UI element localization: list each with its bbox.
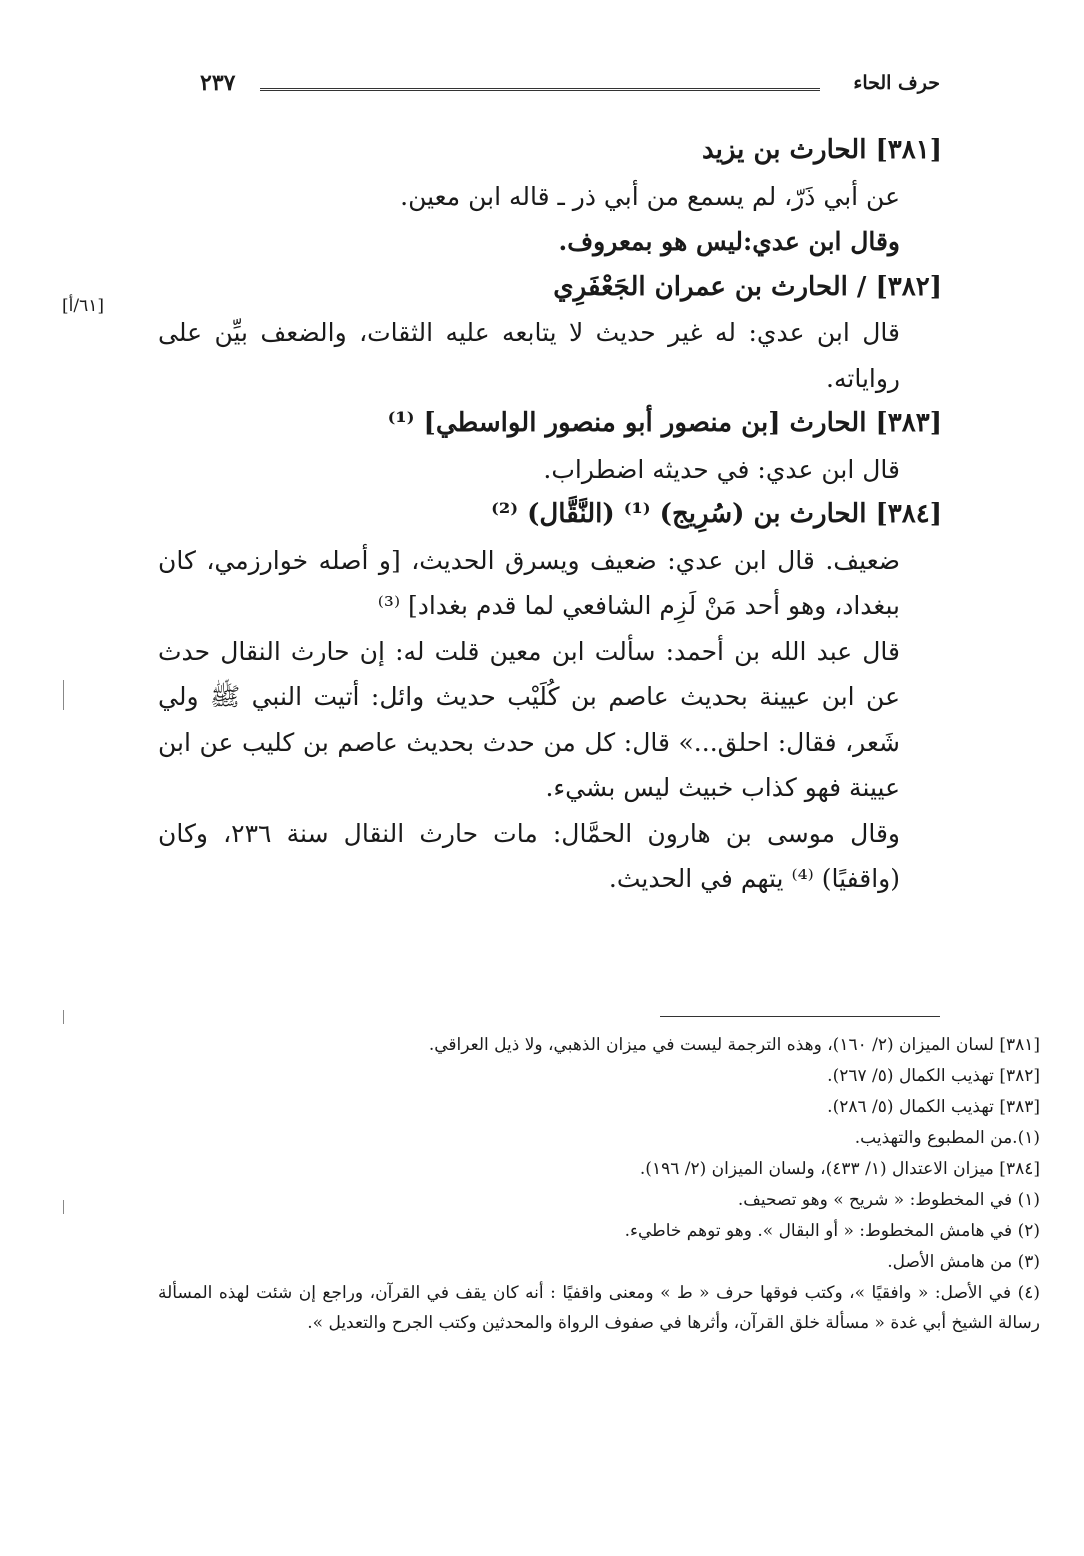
entry-384-text-2: قال عبد الله بن أحمد: سألت ابن معين قلت له: إن حارث النقال حدث عن ابن عيينة بحديث عاصم بن كُلَيْب حديث وائل: أتيت النبي ﷺ ولي شَعر، فقال: احلق...» قال: كل من حدث بحديث عاصم بن كليب عن ابن عيينة فهو كذاب خبيث ليس بشيء.: [158, 636, 900, 802]
footnote-384-1: (١) في المخطوط: « شريح » وهو تصحيف.: [737, 1190, 1040, 1210]
footnote-384-3: (٣) من هامش الأصل.: [887, 1252, 1040, 1272]
footnote-382: [٣٨٢] تهذيب الكمال (٥/ ٢٦٧).: [827, 1066, 1040, 1086]
footnote-381: [٣٨١] لسان الميزان (٢/ ١٦٠)، وهذه الترجمة ليست في ميزان الذهبي، ولا ذيل العراقي.: [428, 1035, 1040, 1055]
footnote-383: [٣٨٣] تهذيب الكمال (٥/ ٢٨٦).: [827, 1097, 1040, 1117]
marginal-folio-reference: [٦١/أ]: [62, 296, 104, 316]
footnote-384-4: (٤) في الأصل: « وافقيًا »، وكتب فوقها حرف « ط » ومعنى واقفيًا : أنه كان يقف في القرآن، وراجع إن شئت لهذه المسألة رسالة الشيخ أبي غدة « مسألة خلق القرآن، وأثرها في صفوف الرواة والمحدثين وكتب الجرح والتعديل ».: [158, 1283, 1040, 1333]
entry-383-title: [٣٨٣] الحارث [بن منصور أبو منصور الواسطي] ⁽¹⁾: [387, 408, 942, 438]
entry-384-text: ضعيف. قال ابن عدي: ضعيف ويسرق الحديث، [و أصله خوارزمي، كان ببغداد، وهو أحد مَنْ لَزِم الشافعي لما قدم بغداد] ⁽³⁾: [158, 545, 900, 620]
page-header: [200, 72, 940, 104]
footnote-separator: [660, 1016, 940, 1017]
footnote-383-1: (١).من المطبوع والتهذيب.: [854, 1128, 1040, 1148]
main-text: [158, 128, 942, 902]
page-number: ٢٣٧: [200, 70, 236, 96]
entry-382-title: [٣٨٢] / الحارث بن عمران الجَعْفَرِي: [553, 271, 942, 302]
entry-381-text: عن أبي ذَرّ، لم يسمع من أبي ذر ـ قاله ابن معين.: [400, 181, 900, 211]
scan-margin-mark: [63, 1200, 64, 1214]
entry-382-text: قال ابن عدي: له غير حديث لا يتابعه عليه الثقات، والضعف بيِّن على رواياته.: [158, 318, 900, 393]
footnotes: [158, 1030, 1040, 1338]
entry-381-title: [٣٨١] الحارث بن يزيد: [701, 135, 942, 165]
entry-381-text-2: وقال ابن عدي:ليس هو بمعروف.: [558, 227, 900, 256]
entry-383-text: قال ابن عدي: في حديثه اضطراب.: [543, 454, 900, 484]
entry-384-text-3: وقال موسى بن هارون الحمَّال: مات حارث النقال سنة ٢٣٦، وكان (واقفيًا) ⁽⁴⁾ يتهم في الحديث.: [158, 818, 900, 893]
scan-margin-mark: [63, 1010, 64, 1024]
footnote-384-2: (٢) في هامش المخطوط: « أو البقال ». وهو توهم خاطيء.: [624, 1221, 1040, 1241]
entry-384-title: [٣٨٤] الحارث بن (سُرِيج) ⁽¹⁾ (النَّقَّال) ⁽²⁾: [491, 499, 942, 529]
running-title: حرف الحاء: [853, 72, 940, 94]
header-rule: [260, 88, 820, 91]
footnote-384: [٣٨٤] ميزان الاعتدال (١/ ٤٣٣)، ولسان الميزان (٢/ ١٩٦).: [639, 1159, 1040, 1179]
scan-margin-mark: [63, 680, 64, 710]
